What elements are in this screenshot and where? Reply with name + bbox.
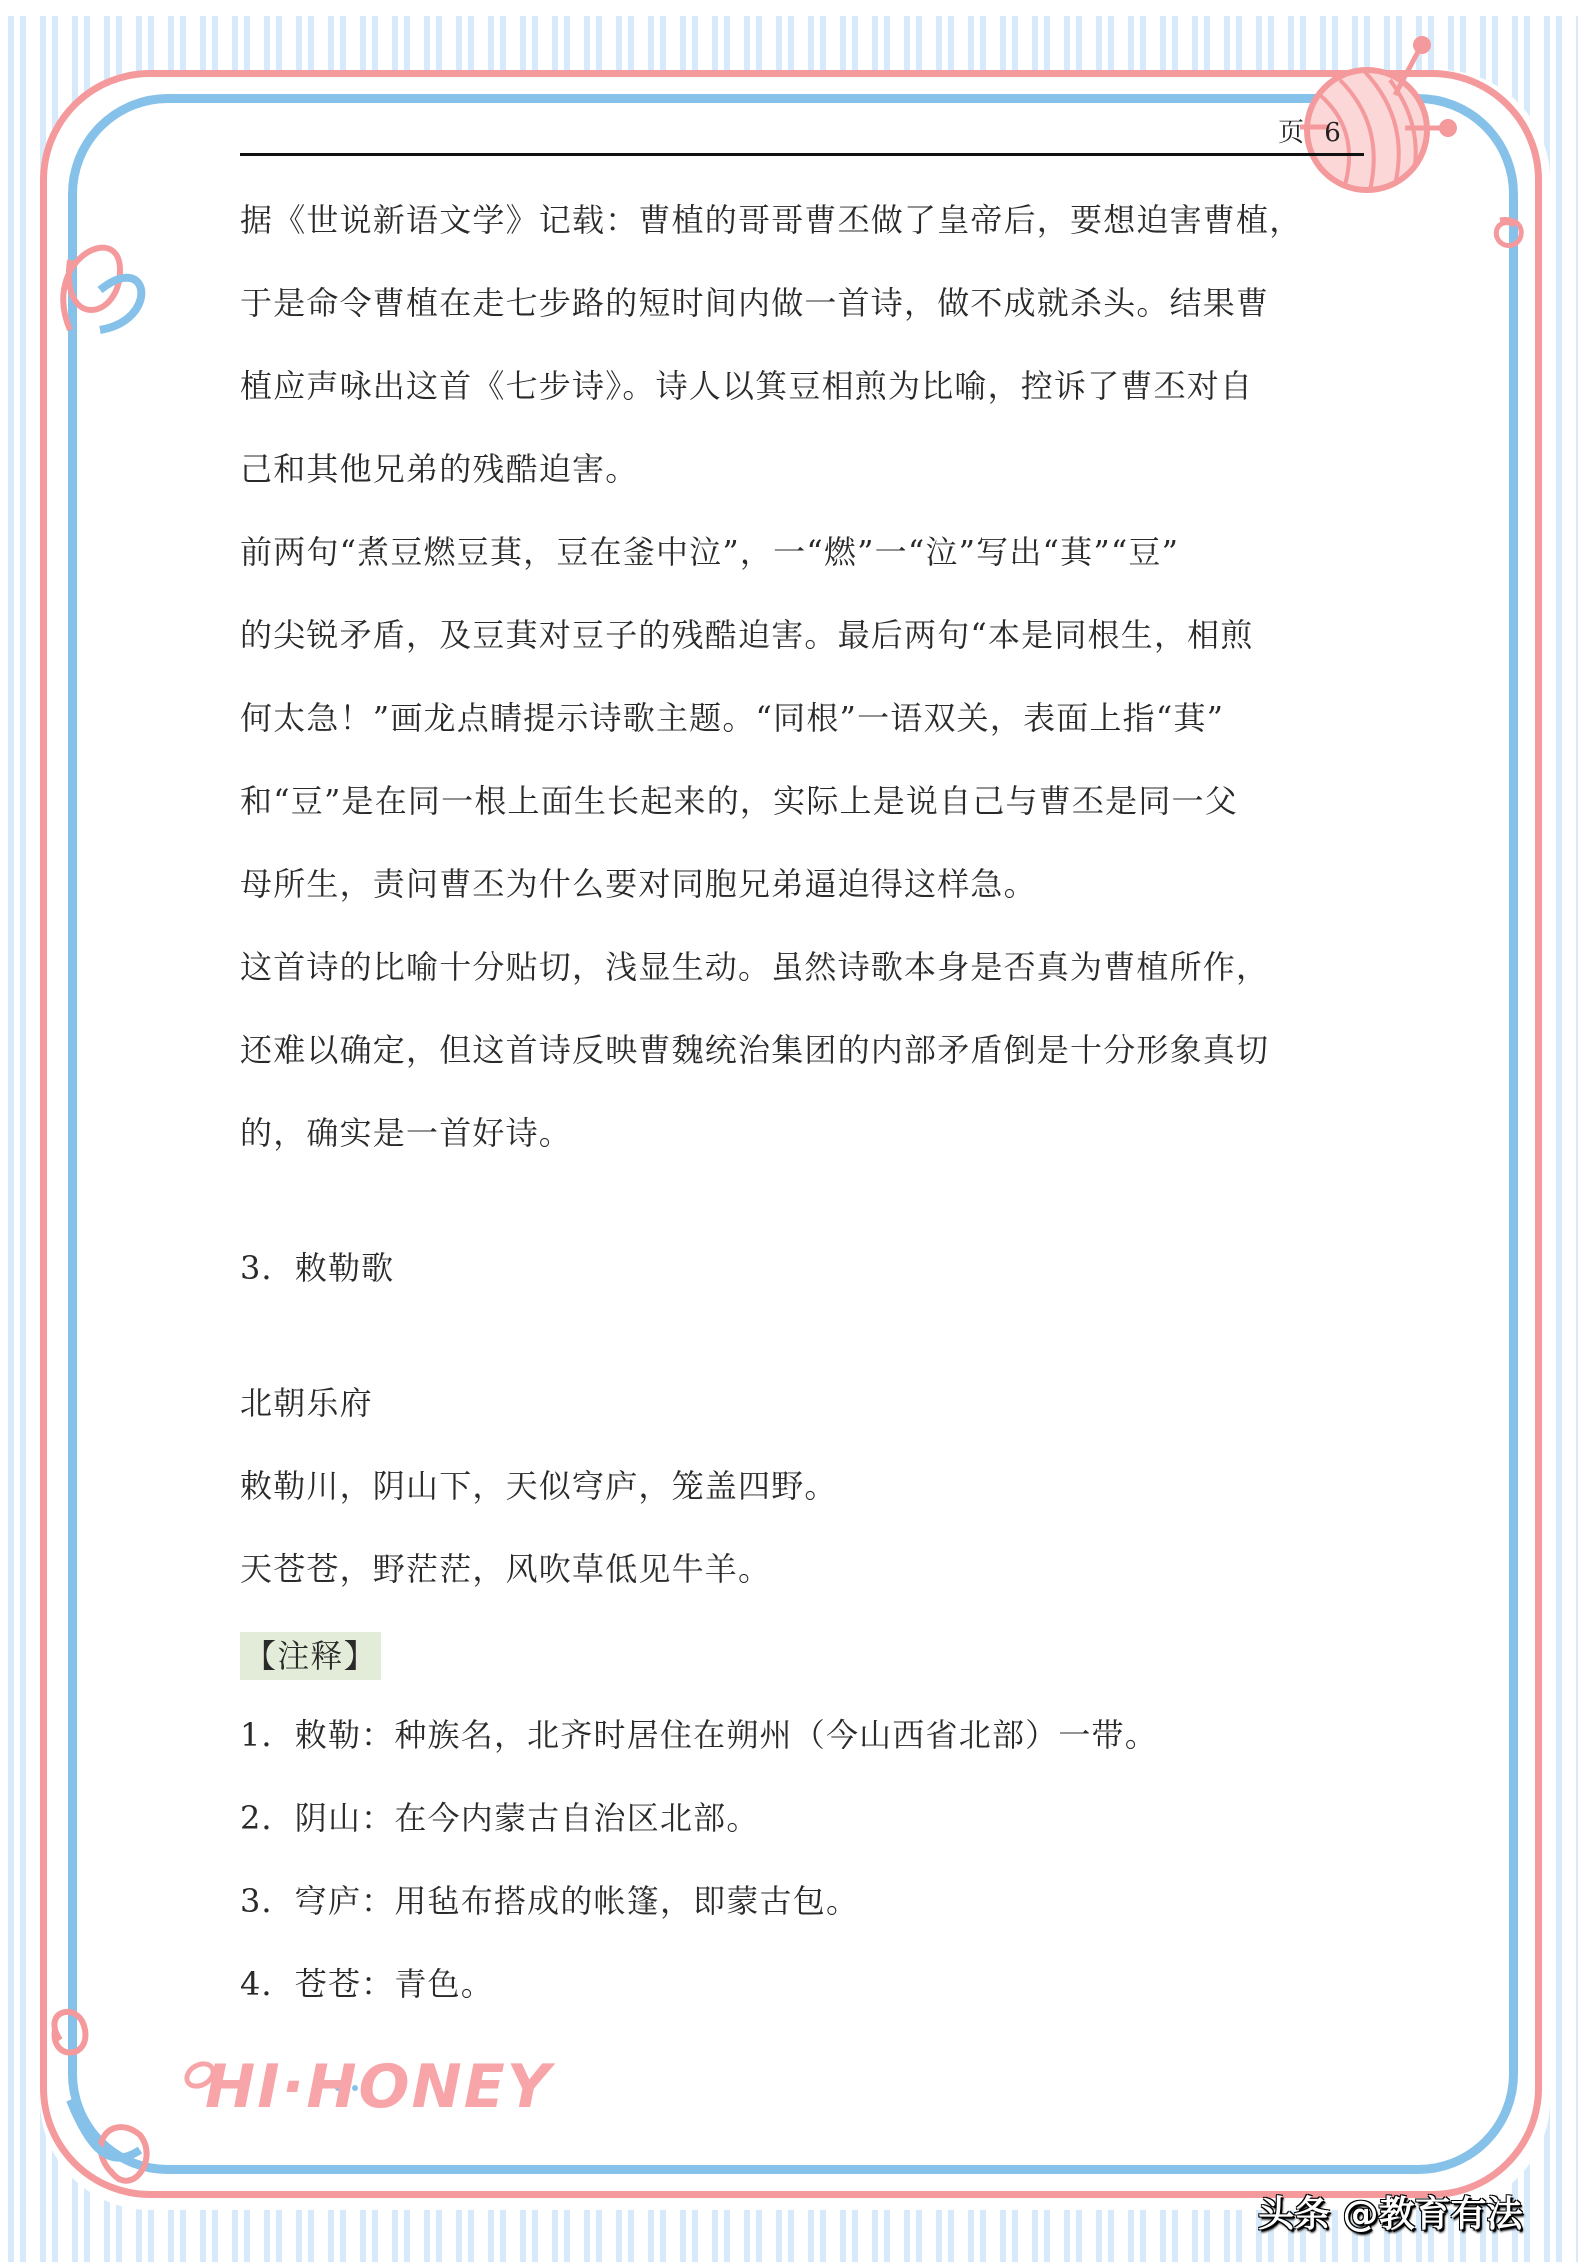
- intro-paragraph: [240, 200, 1365, 532]
- text-line: 据《世说新语文学》记载：曹植的哥哥曹丕做了皇帝后，要想迫害曹植，: [240, 201, 1303, 239]
- notes-label: 【注释】: [240, 1632, 381, 1680]
- page-number: 页 6: [1278, 118, 1347, 148]
- text-line: 母所生，责问曹丕为什么要对同胞兄弟逼迫得这样急。: [240, 865, 1037, 903]
- right-loop-icon: [1496, 220, 1521, 246]
- text-line: 何太急！”画龙点睛提示诗歌主题。“同根”一语双关，表面上指“萁”: [240, 699, 1225, 737]
- bottom-left-knot-icon: [54, 2012, 146, 2181]
- evaluation-paragraph: [240, 947, 1365, 1196]
- text-line: 植应声咏出这首《七步诗》。诗人以箕豆相煎为比喻，控诉了曹丕对自: [240, 367, 1254, 405]
- watermark: 头条 @教育有法: [1258, 2194, 1523, 2235]
- poem-verse: 天苍苍，野茫茫，风吹草低见牛羊。: [240, 1550, 772, 1588]
- note-item: 3．穹庐：用毡布搭成的帐篷，即蒙古包。: [240, 1882, 860, 1920]
- text-line: 还难以确定，但这首诗反映曹魏统治集团的内部矛盾倒是十分形象真切: [240, 1031, 1270, 1069]
- text-line: 的尖锐矛盾，及豆萁对豆子的残酷迫害。最后两句“本是同根生，相煎: [240, 616, 1254, 654]
- text-line: 这首诗的比喻十分贴切，浅显生动。虽然诗歌本身是否真为曹植所作，: [240, 948, 1270, 986]
- note-item: 4．苍苍：青色。: [240, 1965, 494, 2003]
- notes-label-row: [240, 1632, 1365, 1715]
- left-knot-icon: [63, 248, 141, 330]
- text-line: 前两句“煮豆燃豆萁，豆在釜中泣”，一“燃”一“泣”写出“萁”“豆”: [240, 533, 1180, 571]
- text-line: 己和其他兄弟的残酷迫害。: [240, 450, 639, 488]
- header-rule: [240, 153, 1364, 156]
- poem-heading: 3．敕勒歌: [240, 1249, 395, 1287]
- hi-honey-logo: HI·HONEY: [205, 2052, 553, 2122]
- poem-verse: 敕勒川，阴山下，天似穹庐，笼盖四野。: [240, 1467, 838, 1505]
- text-line: 于是命令曹植在走七步路的短时间内做一首诗，做不成就杀头。结果曹: [240, 284, 1270, 322]
- analysis-paragraph: [240, 532, 1365, 947]
- text-line: 的，确实是一首好诗。: [240, 1114, 573, 1152]
- poem-author: 北朝乐府: [240, 1384, 373, 1422]
- text-line: 和“豆”是在同一根上面生长起来的，实际上是说自己与曹丕是同一父: [240, 782, 1238, 820]
- document-body: [240, 200, 1365, 2047]
- note-item: 1．敕勒：种族名，北齐时居住在朔州（今山西省北部）一带。: [240, 1716, 1158, 1754]
- note-item: 2．阴山：在今内蒙古自治区北部。: [240, 1799, 760, 1837]
